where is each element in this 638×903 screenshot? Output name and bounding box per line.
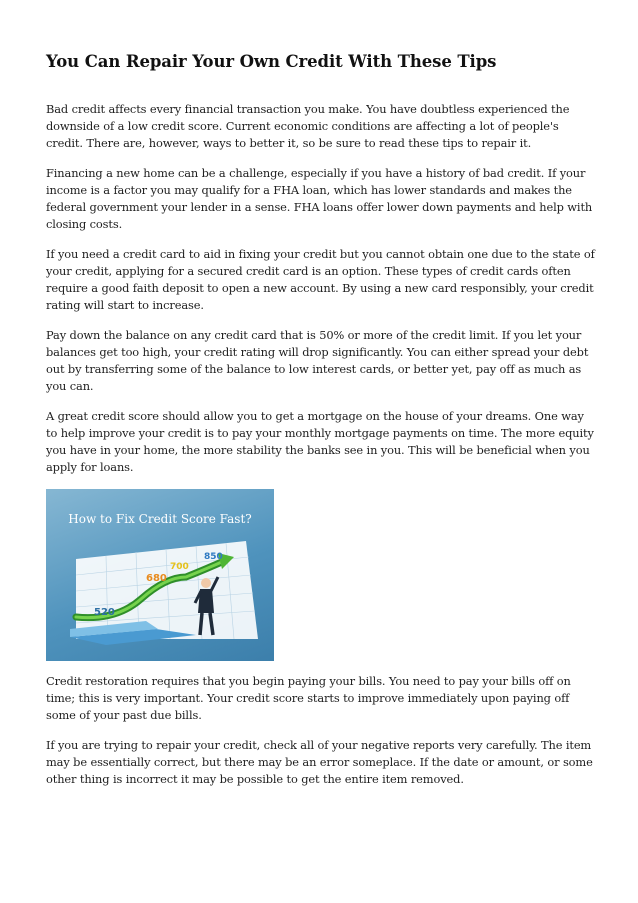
credit-score-growth-illustration bbox=[46, 489, 274, 661]
paragraph: If you need a credit card to aid in fixing your credit but you cannot obtain one due to the state of your credit, applying for a secured credit card is an option. These types of credit cards often require a good faith deposit to open a new account. By using a new card responsibly, your credit rating will start to increase. bbox=[46, 247, 595, 312]
score-label: 520 bbox=[94, 607, 115, 618]
image-caption: How to Fix Credit Score Fast? bbox=[68, 512, 252, 526]
paragraph: Credit restoration requires that you begin paying your bills. You need to pay your bills off on time; this is very important. Your credit score starts to improve immediately upon paying off some of your past due bills. bbox=[46, 674, 571, 722]
paragraph: Financing a new home can be a challenge, especially if you have a history of bad credit. If your income is a factor you may qualify for a FHA loan, which has lower standards and makes the federal government your lender in a sense. FHA loans offer lower down payments and help with closing costs. bbox=[46, 166, 593, 231]
score-label: 680 bbox=[146, 573, 167, 584]
paragraph: Pay down the balance on any credit card that is 50% or more of the credit limit. If you let your balances get too high, your credit rating will drop significantly. You can either spread your debt out by transferring some of the balance to low interest cards, or better yet, pay off as much as you can. bbox=[46, 328, 589, 393]
score-label: 850 bbox=[204, 552, 223, 562]
paragraph: A great credit score should allow you to get a mortgage on the house of your dreams. One way to help improve your credit is to pay your monthly mortgage payments on time. The more equity you have in your home, the more stability the banks see in you. This will be beneficial when you apply for loans. bbox=[46, 409, 594, 474]
credit-score-illustration bbox=[46, 489, 274, 661]
paragraph: If you are trying to repair your credit, check all of your negative reports very carefully. The item may be essentially correct, but there may be an error someplace. If the date or amount, or some other thing is incorrect it may be possible to get the entire item removed. bbox=[46, 738, 593, 786]
article-title: You Can Repair Your Own Credit With These Tips bbox=[46, 52, 497, 71]
paragraph: Bad credit affects every financial transaction you make. You have doubtless experienced the downside of a low credit score. Current economic conditions are affecting a lot of people's credit. There are, however, ways to better it, so be sure to read these tips to repair it. bbox=[46, 102, 570, 150]
grid-panel-icon bbox=[76, 541, 258, 639]
score-label: 700 bbox=[170, 562, 189, 572]
